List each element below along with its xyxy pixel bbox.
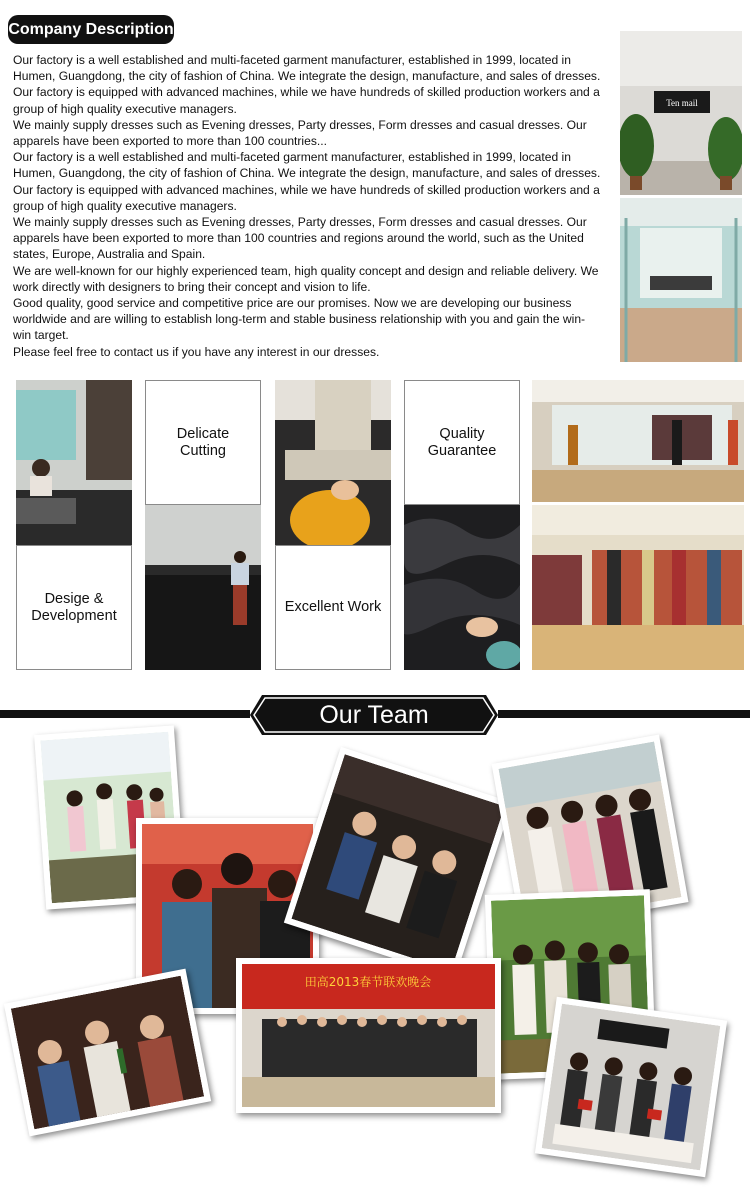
description-paragraph: Our factory is equipped with advanced machines, while we have hundreds of skilled production workers and a group of high quality executive managers. — [13, 182, 600, 213]
team-photo-party-toast — [4, 969, 211, 1137]
team-photo-certificates — [535, 997, 727, 1177]
description-paragraph: Good quality, good service and competitive price are our promises. Now we are developing our business worldwide and are willing to establish long-term and stable business relationship with you and gain the win-win target. — [13, 296, 586, 343]
banner-line-right — [498, 710, 750, 718]
feature-label-line1: Quality — [439, 425, 485, 442]
description-paragraph: We mainly supply dresses such as Evening dresses, Party dresses, Form dresses and casual dresses. Our apparels have been exported to more than 100 countries and regions around the world, such as the United states, Europe, Australia and Spain. — [13, 215, 587, 262]
team-photo-annual-party — [236, 958, 501, 1113]
our-team-title: Our Team — [319, 701, 429, 729]
description-paragraph: We are well-known for our highly experienced team, high quality concept and design and reliable delivery. We work directly with designers to bring their concept and vision to life. — [13, 263, 599, 294]
reception-sign-text: Ten mail — [666, 98, 698, 108]
fabric-photo — [404, 505, 520, 670]
reception-photo — [620, 31, 742, 195]
feature-label-line1: Desige & — [44, 590, 104, 607]
banner-line-left — [0, 710, 250, 718]
party-banner-text: 田高2013春节联欢晚会 — [304, 975, 432, 989]
sewing-machine-photo — [275, 380, 391, 545]
description-paragraph: We mainly supply dresses such as Evening dresses, Party dresses, Form dresses and casual dresses. Our apparels have been exported to more than 100 countries... — [13, 117, 587, 149]
feature-label: Excellent Work — [284, 599, 382, 615]
cutting-table-photo — [145, 505, 261, 670]
feature-excellent-work — [275, 545, 391, 670]
description-paragraph: Please feel free to contact us if you have any interest in our dresses. — [13, 344, 380, 359]
office-photo — [620, 198, 742, 362]
feature-delicate-cutting — [145, 380, 261, 505]
designer-office-photo — [16, 380, 132, 545]
feature-design-development — [16, 545, 132, 670]
our-team-banner — [250, 695, 498, 735]
feature-label-line2: Development — [31, 607, 117, 624]
feature-label-line2: Guarantee — [427, 442, 497, 459]
showroom-racks-photo — [532, 505, 744, 670]
description-paragraph: Our factory is a well established and multi-faceted garment manufacturer, established in 1999, located in Humen, Guangdong, the city of fashion of China. We integrate the design, manufacture, and sales of dresses. — [13, 150, 601, 181]
feature-label: Delicate Cutting — [176, 425, 230, 459]
description-paragraph: Our factory is equipped with advanced machines, while we have hundreds of skilled production workers and a group of high quality executive managers. — [13, 85, 600, 116]
description-paragraph: Our factory is a well established and multi-faceted garment manufacturer, established in 1999, located in Humen, Guangdong, the city of fashion of China. We integrate the design, manufacture, and sales of dresses. — [13, 53, 601, 84]
feature-quality-guarantee — [404, 380, 520, 505]
company-description-text — [13, 52, 603, 360]
showroom-entrance-photo — [532, 380, 744, 502]
section-title-company-description: Company Description — [8, 15, 174, 44]
